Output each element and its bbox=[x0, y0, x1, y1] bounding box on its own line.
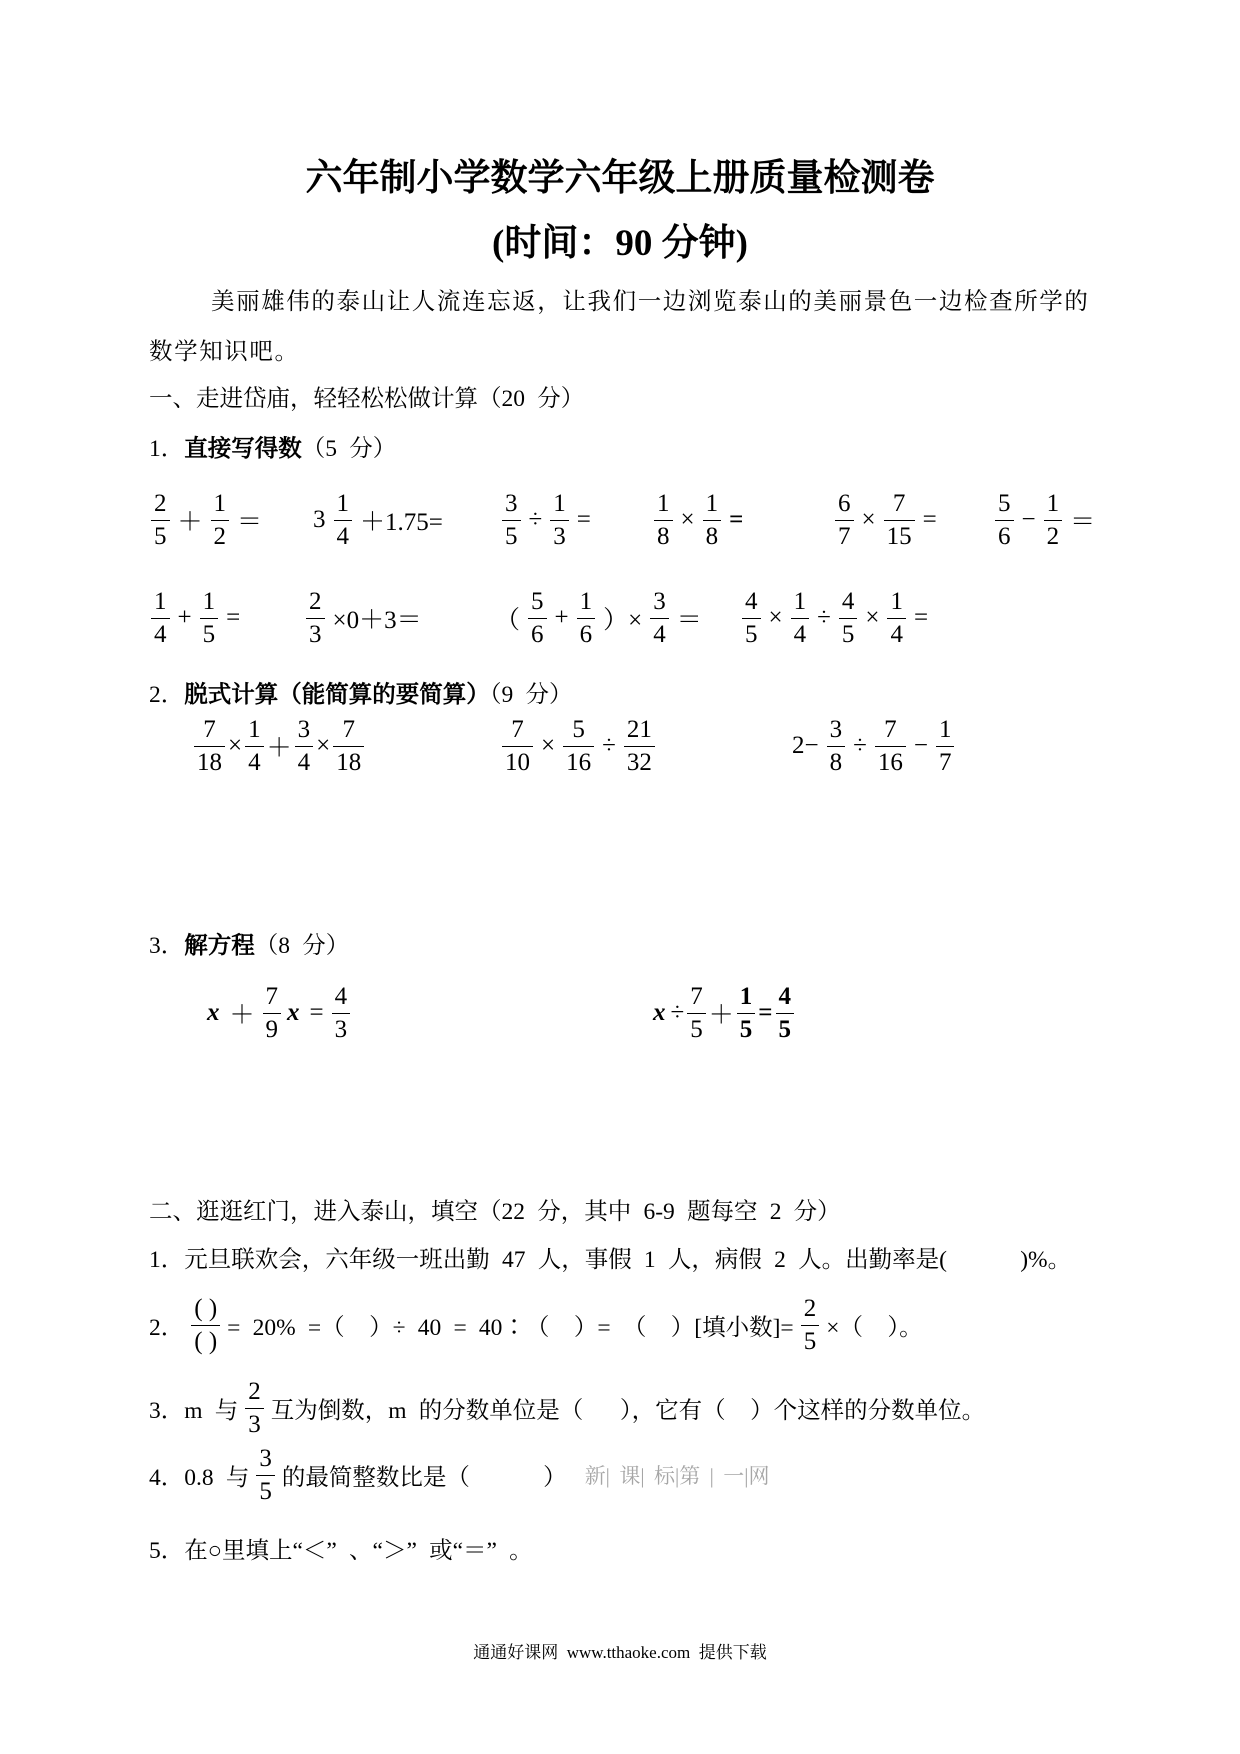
numerator: 1 bbox=[887, 587, 906, 619]
math-text: ＋ bbox=[708, 1002, 734, 1029]
denominator: 8 bbox=[829, 748, 843, 776]
fraction bbox=[875, 715, 906, 778]
numerator: 3 bbox=[256, 1444, 275, 1476]
fraction bbox=[776, 982, 795, 1045]
math-text: = 20% =（ ）÷ 40 = 40∶（ ）= （ ）[填小数]= bbox=[227, 1315, 794, 1341]
denominator: 5 bbox=[745, 620, 758, 648]
fraction bbox=[737, 982, 756, 1045]
numerator: 1 bbox=[200, 587, 219, 619]
math-text: ＋ bbox=[266, 735, 292, 762]
denominator: 2 bbox=[213, 522, 227, 550]
denominator: 6 bbox=[579, 620, 593, 648]
math-text: + bbox=[554, 604, 569, 631]
direct-calc-expression bbox=[149, 484, 268, 556]
denominator: 3 bbox=[553, 522, 566, 550]
question-score: （9 分） bbox=[489, 682, 573, 708]
denominator: 7 bbox=[938, 748, 952, 776]
numerator: 1 bbox=[791, 587, 810, 619]
math-text: 4．0.8 与 bbox=[149, 1465, 250, 1491]
numerator: 7 bbox=[333, 715, 364, 747]
fraction bbox=[884, 489, 915, 552]
stepwise-calc-expression bbox=[786, 710, 956, 782]
denominator: 32 bbox=[626, 748, 652, 776]
denominator: 5 bbox=[841, 620, 855, 648]
denominator: 5 bbox=[690, 1015, 703, 1043]
math-text: ）× bbox=[603, 607, 643, 634]
stepwise-calc-expression bbox=[192, 710, 366, 782]
math-text: × bbox=[316, 732, 331, 759]
math-text: × bbox=[865, 604, 880, 631]
denominator: 8 bbox=[705, 522, 719, 550]
math-text: ＝ bbox=[676, 607, 702, 634]
math-text: = bbox=[758, 999, 773, 1026]
fraction bbox=[801, 1294, 820, 1357]
fraction bbox=[333, 715, 364, 778]
fraction bbox=[835, 489, 854, 552]
fraction bbox=[563, 715, 594, 778]
fraction bbox=[791, 587, 810, 650]
math-text: ＋1.75= bbox=[360, 509, 443, 536]
numerator: 2 bbox=[801, 1294, 820, 1326]
fraction bbox=[151, 489, 170, 552]
numerator: 7 bbox=[875, 715, 906, 747]
numerator: 6 bbox=[835, 489, 854, 521]
direct-calc-expression bbox=[740, 582, 934, 654]
math-text: 3 bbox=[313, 506, 326, 533]
direct-calc-expression bbox=[833, 484, 943, 556]
fraction bbox=[936, 715, 955, 778]
direct-calc-expression bbox=[993, 484, 1101, 556]
intro-line: 数学知识吧。 bbox=[149, 339, 300, 365]
variable: x bbox=[287, 999, 300, 1026]
fraction bbox=[827, 715, 846, 778]
denominator: 6 bbox=[998, 522, 1011, 550]
fraction bbox=[887, 587, 906, 650]
math-text: − bbox=[1021, 506, 1036, 533]
numerator: 7 bbox=[884, 489, 915, 521]
denominator: 6 bbox=[531, 620, 544, 648]
denominator: 5 bbox=[154, 522, 167, 550]
numerator: 4 bbox=[776, 982, 795, 1014]
equation bbox=[649, 977, 796, 1049]
denominator: 5 bbox=[739, 1015, 753, 1043]
section-heading: 一、走进岱庙，轻轻松松做计算（20 分） bbox=[149, 386, 585, 412]
question-title: 直接写得数 bbox=[184, 436, 302, 462]
numerator: 1 bbox=[334, 489, 353, 521]
math-text: − bbox=[913, 732, 928, 759]
math-text: = bbox=[922, 506, 937, 533]
numerator: 3 bbox=[502, 489, 521, 521]
numerator: 7 bbox=[194, 715, 225, 747]
math-text: = bbox=[226, 604, 241, 631]
denominator: 15 bbox=[886, 522, 912, 550]
fraction bbox=[502, 489, 521, 552]
math-text: ＝ bbox=[1070, 509, 1096, 536]
variable: x bbox=[653, 999, 666, 1026]
numerator: ( ) bbox=[191, 1294, 220, 1326]
numerator: 7 bbox=[687, 982, 706, 1014]
fraction bbox=[1044, 489, 1063, 552]
numerator: 3 bbox=[295, 715, 314, 747]
math-text: ＋ bbox=[177, 509, 203, 536]
direct-calc-expression bbox=[489, 582, 708, 654]
numerator: 1 bbox=[245, 715, 264, 747]
math-text: × bbox=[861, 506, 876, 533]
numerator: 1 bbox=[577, 587, 596, 619]
fraction bbox=[194, 715, 225, 778]
fraction bbox=[256, 1444, 275, 1507]
question-heading bbox=[149, 930, 349, 962]
denominator: 3 bbox=[334, 1015, 348, 1043]
numerator: 1 bbox=[936, 715, 955, 747]
math-text: × bbox=[228, 732, 243, 759]
numerator: 2 bbox=[245, 1377, 264, 1409]
fill-blank-item bbox=[149, 1221, 1071, 1293]
denominator: 16 bbox=[877, 748, 903, 776]
fill-blank-item bbox=[149, 1512, 533, 1584]
intro-line: 美丽雄伟的泰山让人流连忘返，让我们一边浏览泰山的美丽景色一边检查所学的 bbox=[211, 289, 1090, 315]
variable: x bbox=[207, 999, 220, 1026]
denominator: 8 bbox=[657, 522, 670, 550]
math-text: 2． bbox=[149, 1315, 185, 1341]
question-title: 脱式计算（能简算的要简算） bbox=[184, 682, 490, 708]
denominator: 16 bbox=[566, 748, 592, 776]
fraction bbox=[528, 587, 547, 650]
math-text: ＝ bbox=[237, 509, 263, 536]
math-text: 5．在○里填上“＜” 、“＞” 或“＝” 。 bbox=[149, 1538, 533, 1564]
question-title: 解方程 bbox=[184, 933, 255, 959]
denominator: 5 bbox=[778, 1015, 791, 1043]
denominator: 18 bbox=[336, 748, 362, 776]
stepwise-calc-expression bbox=[500, 710, 657, 782]
numerator: 2 bbox=[151, 489, 170, 521]
math-text: = bbox=[913, 604, 929, 631]
numerator: 7 bbox=[263, 982, 282, 1014]
fill-blank-item bbox=[149, 1289, 923, 1361]
math-text: = bbox=[729, 506, 744, 533]
fraction bbox=[211, 489, 230, 552]
exam-duration: (时间：90 分钟) bbox=[492, 223, 748, 264]
numerator: 1 bbox=[703, 489, 722, 521]
fill-blank-item bbox=[149, 1439, 770, 1511]
numerator: 1 bbox=[550, 489, 569, 521]
denominator: 4 bbox=[653, 620, 666, 648]
direct-calc-expression bbox=[500, 484, 597, 556]
numerator: 21 bbox=[624, 715, 655, 747]
question-number: 1． bbox=[149, 436, 185, 462]
math-text: × bbox=[680, 506, 695, 533]
fraction bbox=[577, 587, 596, 650]
numerator: 5 bbox=[995, 489, 1014, 521]
math-text: ÷ bbox=[853, 732, 867, 759]
page-title: 六年制小学数学六年级上册质量检测卷 bbox=[305, 158, 935, 199]
denominator: 4 bbox=[154, 620, 167, 648]
numerator: 2 bbox=[306, 587, 325, 619]
section-heading: 二、逛逛红门，进入泰山，填空（22 分，其中 6-9 题每空 2 分） bbox=[149, 1199, 841, 1225]
math-text: ÷ bbox=[528, 506, 543, 533]
fraction bbox=[550, 489, 569, 552]
denominator: 5 bbox=[505, 522, 518, 550]
denominator: 4 bbox=[248, 748, 261, 776]
question-score: （8 分） bbox=[254, 933, 350, 959]
fraction bbox=[839, 587, 858, 650]
denominator: 10 bbox=[505, 748, 530, 776]
watermark-text: 新| 课| 标|第 | 一|网 bbox=[584, 1464, 770, 1488]
fraction bbox=[245, 1377, 264, 1440]
direct-calc-expression bbox=[304, 582, 428, 654]
fraction bbox=[624, 715, 655, 778]
denominator: 5 bbox=[259, 1477, 272, 1505]
math-text: = bbox=[309, 999, 324, 1026]
equation bbox=[203, 977, 352, 1049]
fraction bbox=[502, 715, 533, 778]
numerator: 4 bbox=[742, 587, 761, 619]
denominator: 18 bbox=[197, 748, 222, 776]
math-text: 的最简整数比是（ ） bbox=[281, 1465, 567, 1491]
numerator: 4 bbox=[839, 587, 858, 619]
direct-calc-expression bbox=[307, 484, 449, 556]
denominator: ( ) bbox=[194, 1327, 218, 1355]
fill-blank-item bbox=[149, 1372, 985, 1444]
numerator: 1 bbox=[1044, 489, 1063, 521]
denominator: 5 bbox=[202, 620, 216, 648]
fraction bbox=[306, 587, 325, 650]
question-number: 3． bbox=[149, 933, 185, 959]
numerator: 1 bbox=[654, 489, 673, 521]
math-text: ×0＋3＝ bbox=[332, 607, 422, 634]
fraction bbox=[151, 587, 170, 650]
direct-calc-expression bbox=[149, 582, 246, 654]
question-heading bbox=[149, 679, 572, 711]
math-text: ÷ bbox=[817, 604, 831, 631]
fraction bbox=[650, 587, 669, 650]
math-text: = bbox=[576, 506, 591, 533]
numerator: 3 bbox=[827, 715, 846, 747]
math-text: 3．m 与 bbox=[149, 1398, 239, 1424]
question-heading bbox=[149, 433, 396, 465]
numerator: 1 bbox=[737, 982, 756, 1014]
denominator: 2 bbox=[1046, 522, 1060, 550]
denominator: 7 bbox=[838, 522, 851, 550]
numerator: 5 bbox=[563, 715, 594, 747]
denominator: 4 bbox=[793, 620, 807, 648]
numerator: 3 bbox=[650, 587, 669, 619]
numerator: 4 bbox=[332, 982, 351, 1014]
denominator: 4 bbox=[890, 620, 903, 648]
fraction bbox=[742, 587, 761, 650]
fraction bbox=[654, 489, 673, 552]
fraction bbox=[295, 715, 314, 778]
numerator: 7 bbox=[502, 715, 533, 747]
fraction bbox=[687, 982, 706, 1045]
denominator: 4 bbox=[336, 522, 349, 550]
fraction bbox=[703, 489, 722, 552]
fraction bbox=[332, 982, 351, 1045]
math-text: 1．元旦联欢会，六年级一班出勤 47 人，事假 1 人，病假 2 人。出勤率是( )%。 bbox=[149, 1247, 1072, 1273]
math-text: 互为倒数，m 的分数单位是（ ），它有（ ）个这样的分数单位。 bbox=[270, 1398, 986, 1424]
math-text: ÷ bbox=[670, 999, 685, 1026]
math-text: 2− bbox=[792, 732, 819, 759]
numerator: 1 bbox=[211, 489, 230, 521]
fraction bbox=[263, 982, 282, 1045]
denominator: 4 bbox=[297, 748, 311, 776]
math-text: （ bbox=[495, 607, 521, 634]
page-footer: 通通好课网 www.tthaoke.com 提供下载 bbox=[473, 1643, 767, 1662]
denominator: 3 bbox=[248, 1410, 261, 1438]
math-text: ×（ ）。 bbox=[826, 1315, 923, 1341]
direct-calc-expression bbox=[652, 484, 749, 556]
fraction bbox=[334, 489, 353, 552]
question-score: （5 分） bbox=[301, 436, 397, 462]
fraction bbox=[200, 587, 219, 650]
fraction bbox=[191, 1294, 220, 1357]
denominator: 5 bbox=[803, 1327, 817, 1355]
math-text: + bbox=[177, 604, 192, 631]
numerator: 5 bbox=[528, 587, 547, 619]
math-text: ＋ bbox=[229, 1002, 255, 1029]
fraction bbox=[245, 715, 264, 778]
numerator: 1 bbox=[151, 587, 170, 619]
question-number: 2． bbox=[149, 682, 185, 708]
denominator: 3 bbox=[309, 620, 322, 648]
math-text: × bbox=[768, 604, 783, 631]
fraction bbox=[995, 489, 1014, 552]
math-text: × bbox=[541, 732, 556, 759]
math-text: ÷ bbox=[602, 732, 616, 759]
denominator: 9 bbox=[265, 1015, 279, 1043]
